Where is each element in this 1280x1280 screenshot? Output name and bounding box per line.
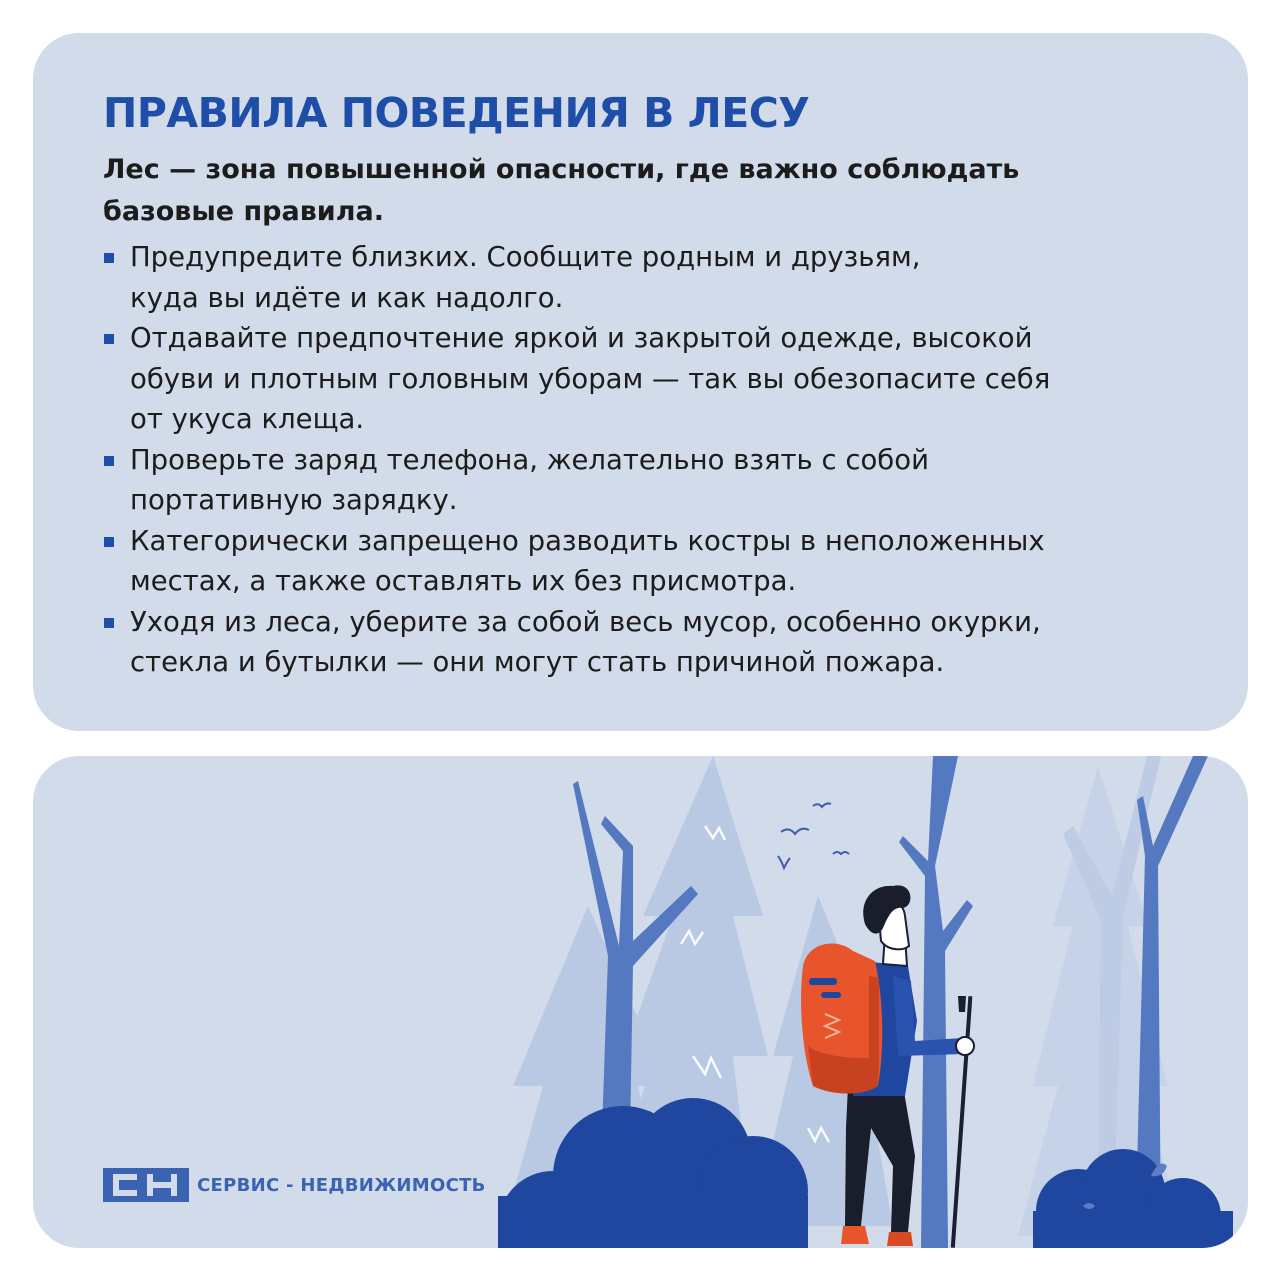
rule-item-2 [103,318,1193,440]
sn-logo-icon [103,1168,189,1202]
bullet-square-icon [104,253,114,263]
rule-text: местах, а также оставлять их без присмотра. [130,565,797,597]
rule-item-3 [103,440,1193,521]
bullet-square-icon [104,334,114,344]
rule-text: Предупредите близких. Сообщите родным и друзьям, [130,241,921,273]
bullet-square-icon [104,537,114,547]
brand-name: СЕРВИС - НЕДВИЖИМОСТЬ [197,1174,486,1196]
rule-text: Уходя из леса, уберите за собой весь мусор, особенно окурки, [130,605,1041,638]
rule-item-5 [103,602,1193,683]
rule-item-1 [103,237,1193,318]
rule-text: Отдавайте предпочтение яркой и закрытой одежде, высокой [130,322,1033,354]
illustration-card [33,756,1248,1248]
rule-text: Категорически запрещено разводить костры в неположенных [130,524,1045,557]
bullet-square-icon [104,456,114,466]
intro-text: Лес — зона повышенной опасности, где важно соблюдать базовые правила. [103,154,1020,227]
rule-text: стекла и бутылки — они могут стать причиной пожара. [130,646,945,678]
rule-text: куда вы идёте и как надолго. [130,281,564,314]
birds-icon [778,803,849,868]
rule-text: портативную зарядку. [130,484,458,516]
rule-text: Проверьте заряд телефона, желательно взять с собой [130,443,929,476]
rule-text: от укуса клеща. [130,403,365,435]
page-title: ПРАВИЛА ПОВЕДЕНИЯ В ЛЕСУ [103,89,810,137]
rules-card [33,33,1248,731]
brand-logo [103,1168,486,1202]
bullet-square-icon [104,618,114,628]
rules-list [103,237,1193,683]
rule-text: обуви и плотным головным уборам — так вы обезопасите себя [130,362,1051,395]
rule-item-4 [103,521,1193,602]
